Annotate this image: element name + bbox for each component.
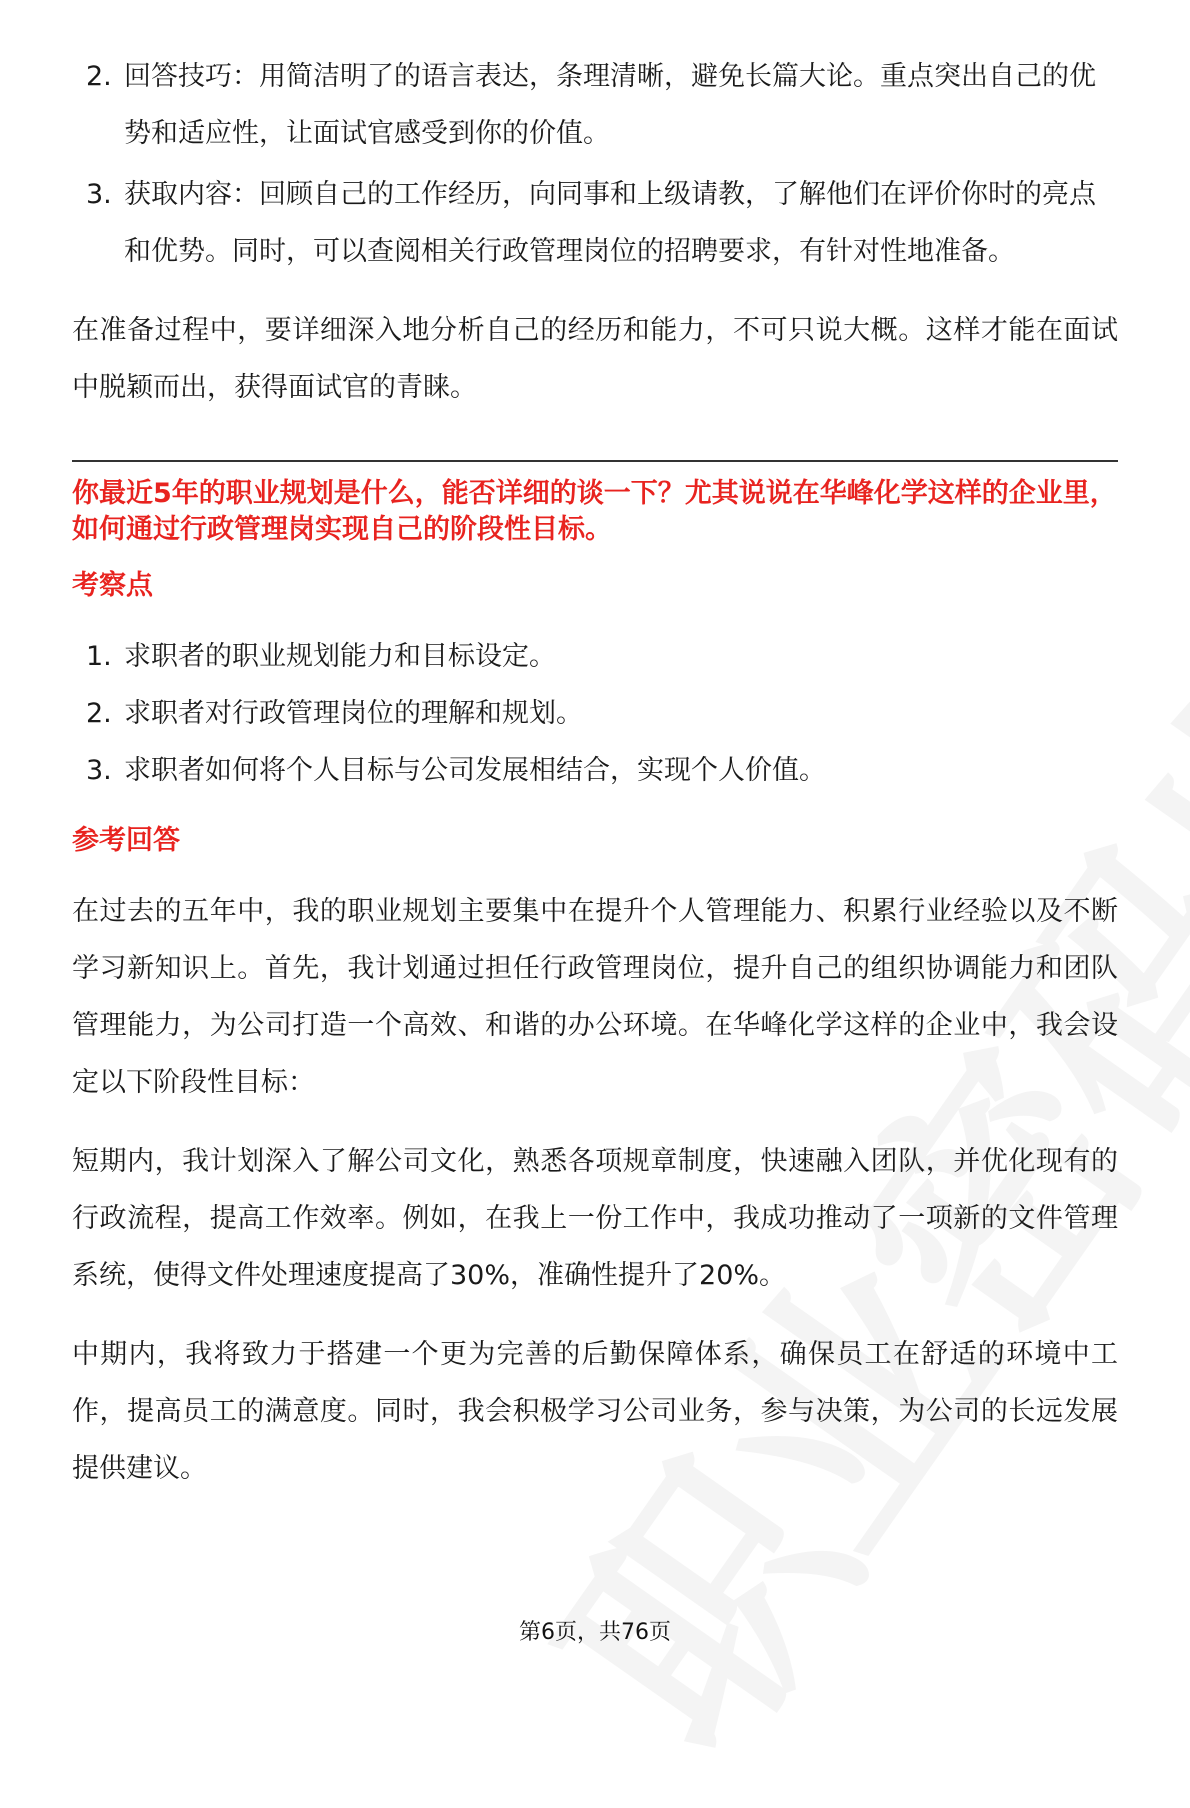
list-item-number: 2. [86, 698, 112, 729]
answer-paragraph: 短期内，我计划深入了解公司文化，熟悉各项规章制度，快速融入团队，并优化现有的行政流程，提高工作效率。例如，在我上一份工作中，我成功推动了一项新的文件管理系统，使得文件处理速度提高了30%，准确性提升了20%。 [72, 1146, 1118, 1291]
page-content [72, 48, 1118, 1497]
list-item-text: 回答技巧：用简洁明了的语言表达，条理清晰，避免长篇大论。重点突出自己的优势和适应性，让面试官感受到你的价值。 [124, 61, 1096, 149]
list-item-text: 求职者如何将个人目标与公司发展相结合，实现个人价值。 [124, 755, 826, 786]
page-number: 第6页，共76页 [519, 1620, 671, 1645]
list-item-number: 3. [86, 179, 112, 210]
summary-paragraph: 在准备过程中，要详细深入地分析自己的经历和能力，不可只说大概。这样才能在面试中脱颖而出，获得面试官的青睐。 [72, 315, 1118, 403]
focus-heading: 考察点 [72, 570, 153, 601]
list-item-number: 2. [86, 61, 112, 92]
answer-paragraph: 在过去的五年中，我的职业规划主要集中在提升个人管理能力、积累行业经验以及不断学习新知识上。首先，我计划通过担任行政管理岗位，提升自己的组织协调能力和团队管理能力，为公司打造一个高效、和谐的办公环境。在华峰化学这样的企业中，我会设定以下阶段性目标： [72, 896, 1118, 1098]
list-item-number: 3. [86, 755, 112, 786]
interview-question: 你最近5年的职业规划是什么，能否详细的谈一下？尤其说说在华峰化学这样的企业里，如何通过行政管理岗实现自己的阶段性目标。 [72, 478, 1117, 545]
list-item [72, 742, 1118, 799]
list-item-text: 求职者的职业规划能力和目标设定。 [124, 641, 556, 672]
focus-list [72, 628, 1118, 799]
list-item [72, 48, 1118, 162]
list-item-text: 获取内容：回顾自己的工作经历，向同事和上级请教，了解他们在评价你时的亮点和优势。同时，可以查阅相关行政管理岗位的招聘要求，有针对性地准备。 [124, 179, 1096, 267]
list-item [72, 628, 1118, 685]
list-item-number: 1. [86, 641, 112, 672]
list-item-text: 求职者对行政管理岗位的理解和规划。 [124, 698, 583, 729]
list-item [72, 685, 1118, 742]
answer-heading: 参考回答 [72, 825, 180, 856]
top-list [72, 48, 1118, 280]
answer-paragraph: 中期内，我将致力于搭建一个更为完善的后勤保障体系，确保员工在舒适的环境中工作，提高员工的满意度。同时，我会积极学习公司业务，参与决策，为公司的长远发展提供建议。 [72, 1339, 1118, 1484]
list-item [72, 166, 1118, 280]
